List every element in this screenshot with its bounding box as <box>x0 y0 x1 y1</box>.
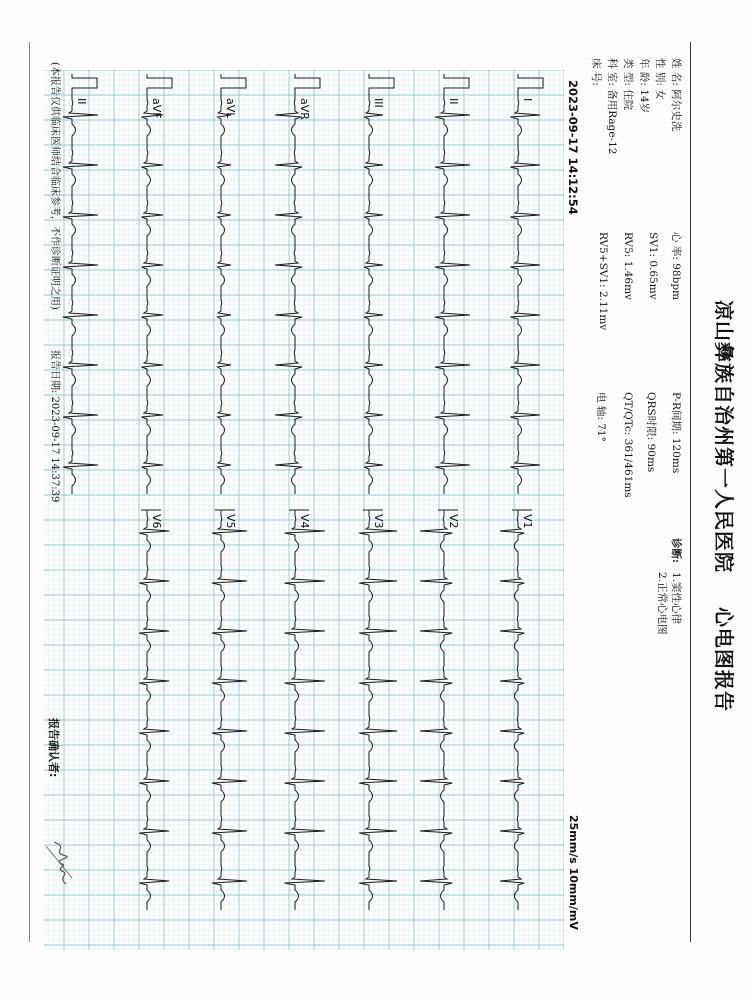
lead-label-avf: aVF <box>150 98 163 119</box>
hr-row: 心 率: 98bpm <box>670 232 682 300</box>
rv5sv1-row: RV5+SV1: 2.11mv <box>597 232 609 331</box>
ecg-trace-avf <box>141 74 172 494</box>
pr-row: P-R间期: 120ms <box>670 392 682 474</box>
lead-label-avr: aVR <box>298 98 311 120</box>
qt-value: 361/461ms <box>622 438 634 498</box>
lead-label-v6: V6 <box>150 514 163 529</box>
ecg-trace-ii-rhythm <box>63 74 98 494</box>
ecg-trace-ii <box>435 74 470 494</box>
header-divider <box>690 42 691 942</box>
lead-label-v1: V1 <box>521 514 534 529</box>
diagnosis-label: 诊断: <box>670 538 682 563</box>
lead-label-avl: aVL <box>224 98 237 119</box>
sv1-row: SV1: 0.65mv <box>647 232 659 300</box>
patient-type: 住院 <box>622 89 634 111</box>
footer-divider <box>29 42 30 942</box>
ecg-trace-avl <box>218 74 247 494</box>
lead-label-iii: III <box>372 98 385 108</box>
lead-label-v3: V3 <box>372 514 385 529</box>
patient-name: 阿尔史洗 <box>670 89 682 132</box>
lead-label-ii-rhythm: II <box>75 98 88 105</box>
axis-row: 电 轴: 71° <box>595 392 607 442</box>
hospital-title: 凉山彝族自治州第一人民医院 <box>712 300 736 573</box>
sv1-value: 0.65mv <box>647 260 659 300</box>
speed-gain-label: 25mm/s 10mm/mV <box>567 815 580 930</box>
physician-signature <box>40 838 80 888</box>
report-confirmer-label: 报告确认者: <box>47 718 60 778</box>
pr-value: 120ms <box>670 437 682 474</box>
axis-value: 71° <box>595 423 607 442</box>
patient-age-row: 年 龄: 14岁 <box>638 58 650 114</box>
rv5sv1-value: 2.11mv <box>597 290 609 331</box>
patient-dept-row: 科 室: 备用Rage-12 <box>606 58 618 155</box>
ecg-trace-i <box>510 74 543 494</box>
report-title <box>711 300 740 712</box>
patient-dept: 备用Rage-12 <box>606 89 618 155</box>
qt-row: QT/QTc: 361/461ms <box>622 392 634 498</box>
patient-sex: 女 <box>654 89 666 100</box>
recording-time: 2023-09-17 14:12:54 <box>566 80 580 215</box>
heart-rate-value: 98bpm <box>670 263 682 300</box>
report-date: 2023-09-17 14:37:39 <box>49 396 60 503</box>
report-date-label: 报告日期: <box>49 350 60 394</box>
qrs-row: QRS时限: 90ms <box>645 392 657 473</box>
qrs-value: 90ms <box>645 443 657 473</box>
lead-label-v5: V5 <box>224 514 237 529</box>
diagnosis-item-2: 2.正常心电图 <box>656 572 668 635</box>
report-date-row <box>49 350 64 502</box>
lead-label-v4: V4 <box>298 514 311 529</box>
diagnosis-item-1: 1.窦性心律 <box>670 572 682 625</box>
ecg-trace-avr <box>275 74 320 494</box>
rv5-value: 1.46mv <box>622 260 634 300</box>
report-type-title: 心电图报告 <box>712 606 736 712</box>
lead-label-i: I <box>521 98 534 102</box>
patient-bed-row: 床 号: <box>590 58 602 86</box>
ecg-strip <box>44 70 564 950</box>
patient-type-row: 类 型: 住院 <box>622 58 634 111</box>
patient-name-row: 姓 名: 阿尔史洗 <box>670 58 682 132</box>
disclaimer: (本报告仅供临床医师结合临床参考，不作诊断证明之用) <box>49 62 60 310</box>
lead-label-ii: II <box>447 98 460 105</box>
lead-label-v2: V2 <box>447 514 460 529</box>
patient-age: 14岁 <box>638 89 650 114</box>
patient-sex-row: 性 别: 女 <box>654 58 666 100</box>
rv5-row: RV5: 1.46mv <box>622 232 634 300</box>
